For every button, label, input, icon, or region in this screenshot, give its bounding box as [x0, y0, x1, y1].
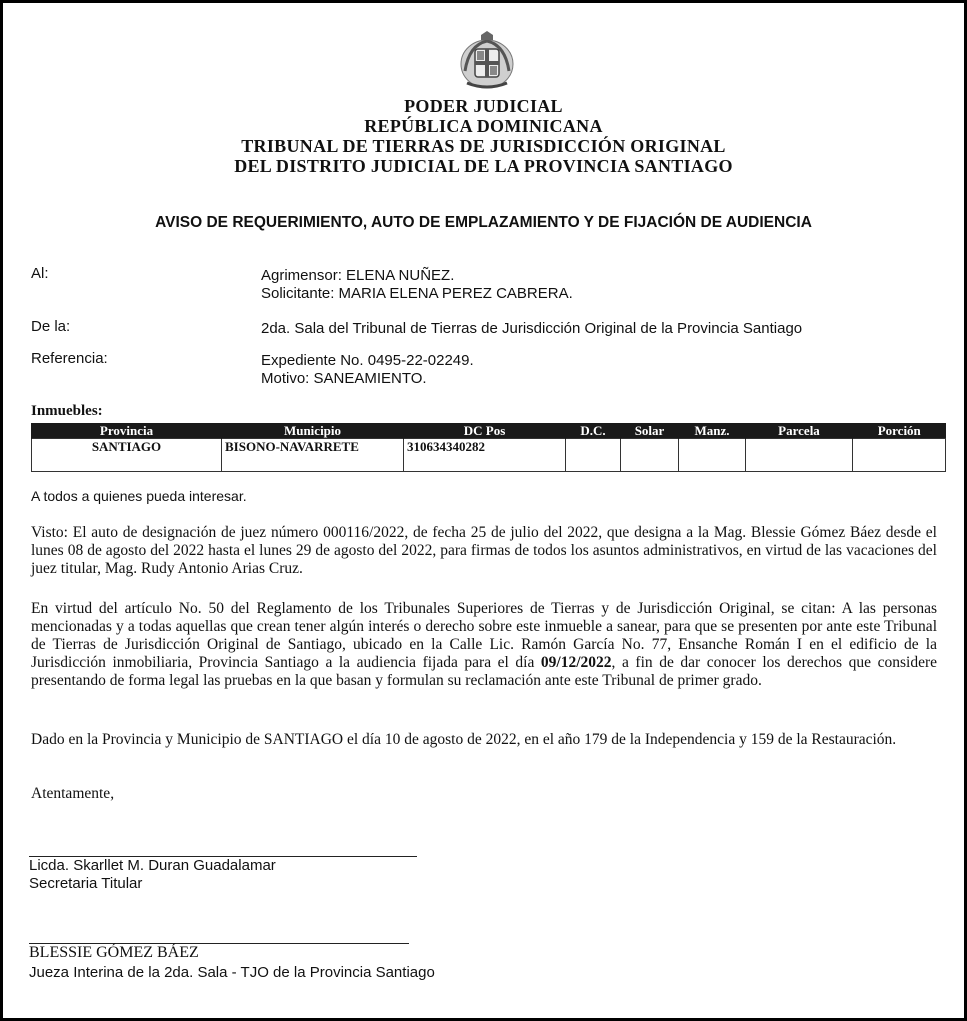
audiencia-date: 09/12/2022 — [540, 654, 612, 671]
cell-porcion — [853, 439, 946, 472]
dado-paragraph: Dado en la Provincia y Municipio de SANTIAGO el día 10 de agosto de 2022, en el año 179 de la Independencia y 159 de la Restauración. — [31, 731, 897, 748]
intro-text: A todos a quienes pueda interesar. — [31, 488, 247, 504]
col-parcela: Parcela — [746, 423, 853, 439]
col-manz: Manz. — [679, 423, 746, 439]
referencia-label: Referencia: — [31, 350, 108, 367]
agrimensor-line: Agrimensor: ELENA NUÑEZ. — [261, 267, 455, 284]
al-value — [261, 267, 573, 303]
dela-label: De la: — [31, 318, 71, 335]
col-dc-pos: DC Pos — [404, 423, 566, 439]
virtud-paragraph — [31, 600, 937, 690]
al-label: Al: — [31, 265, 49, 282]
cell-dc — [566, 439, 621, 472]
dela-value: 2da. Sala del Tribunal de Tierras de Jurisdicción Original de la Provincia Santiago — [261, 320, 803, 337]
header-line-distrito: DEL DISTRITO JUDICIAL DE LA PROVINCIA SANTIAGO — [234, 156, 733, 176]
referencia-value — [261, 352, 474, 388]
virtud-text-part1: En virtud del artículo No. 50 del Reglamento de los Tribunales Superiores de Tierras y de Jurisdicción Original, se citan: A las personas mencionadas y a todas aquellas que crean tener algún interés o derecho sobre este inmueble a sanear, para que se presenten por ante este Tribunal de Tierras de Jurisdicción Original de Santiago, ubicado en la Calle Lic. Ramón García No. 77, Ensanche Román I en el edificio de la Jurisdicción inmobiliaria, Provincia Santiago a la audiencia fijada para el día — [31, 600, 937, 671]
closing-text: Atentamente, — [31, 785, 115, 802]
col-provincia: Provincia — [32, 423, 222, 439]
table-row — [32, 439, 946, 472]
motivo-line: Motivo: SANEAMIENTO. — [261, 370, 427, 387]
col-dc: D.C. — [566, 423, 621, 439]
court-header — [3, 96, 964, 176]
cell-dc-pos: 310634340282 — [404, 439, 566, 472]
cell-provincia: SANTIAGO — [32, 439, 222, 472]
header-line-republica: REPÚBLICA DOMINICANA — [364, 116, 603, 136]
cell-manz — [679, 439, 746, 472]
jueza-name: BLESSIE GÓMEZ BÁEZ — [29, 944, 199, 961]
solicitante-line: Solicitante: MARIA ELENA PEREZ CABRERA. — [261, 285, 573, 302]
visto-paragraph: Visto: El auto de designación de juez número 000116/2022, de fecha 25 de julio del 2022, que designa a la Mag. Blessie Gómez Báez desde el lunes 08 de agosto del 2022 hasta el lunes 29 de agosto del 2022, para firmas de todos los asuntos administrativos, en virtud de las vacaciones del juez titular, Mag. Rudy Antonio Arias Cruz. — [31, 524, 937, 577]
secretaria-role: Secretaria Titular — [29, 875, 143, 892]
col-municipio: Municipio — [222, 423, 404, 439]
cell-municipio: BISONO-NAVARRETE — [222, 439, 404, 472]
header-line-poder-judicial: PODER JUDICIAL — [404, 96, 563, 116]
expediente-line: Expediente No. 0495-22-02249. — [261, 352, 474, 369]
col-solar: Solar — [621, 423, 679, 439]
secretaria-name: Licda. Skarllet M. Duran Guadalamar — [29, 857, 276, 874]
coat-of-arms-seal — [455, 31, 519, 93]
inmuebles-label: Inmuebles: — [31, 403, 103, 419]
virtud-text-part2: , a fin de dar conocer los derechos que considere presentando de forma legal las pruebas en la que basan y formulan su reclamación ante este Tribunal de primer grado. — [31, 654, 937, 689]
jueza-role: Jueza Interina de la 2da. Sala - TJO de la Provincia Santiago — [29, 964, 435, 981]
cell-parcela — [746, 439, 853, 472]
inmuebles-header-row — [32, 423, 946, 439]
col-porcion: Porción — [853, 423, 946, 439]
document-title: AVISO DE REQUERIMIENTO, AUTO DE EMPLAZAMIENTO Y DE FIJACIÓN DE AUDIENCIA — [155, 214, 812, 231]
header-line-tribunal: TRIBUNAL DE TIERRAS DE JURISDICCIÓN ORIGINAL — [241, 136, 726, 156]
signature-block-secretaria — [29, 857, 276, 893]
inmuebles-table — [31, 423, 946, 472]
cell-solar — [621, 439, 679, 472]
